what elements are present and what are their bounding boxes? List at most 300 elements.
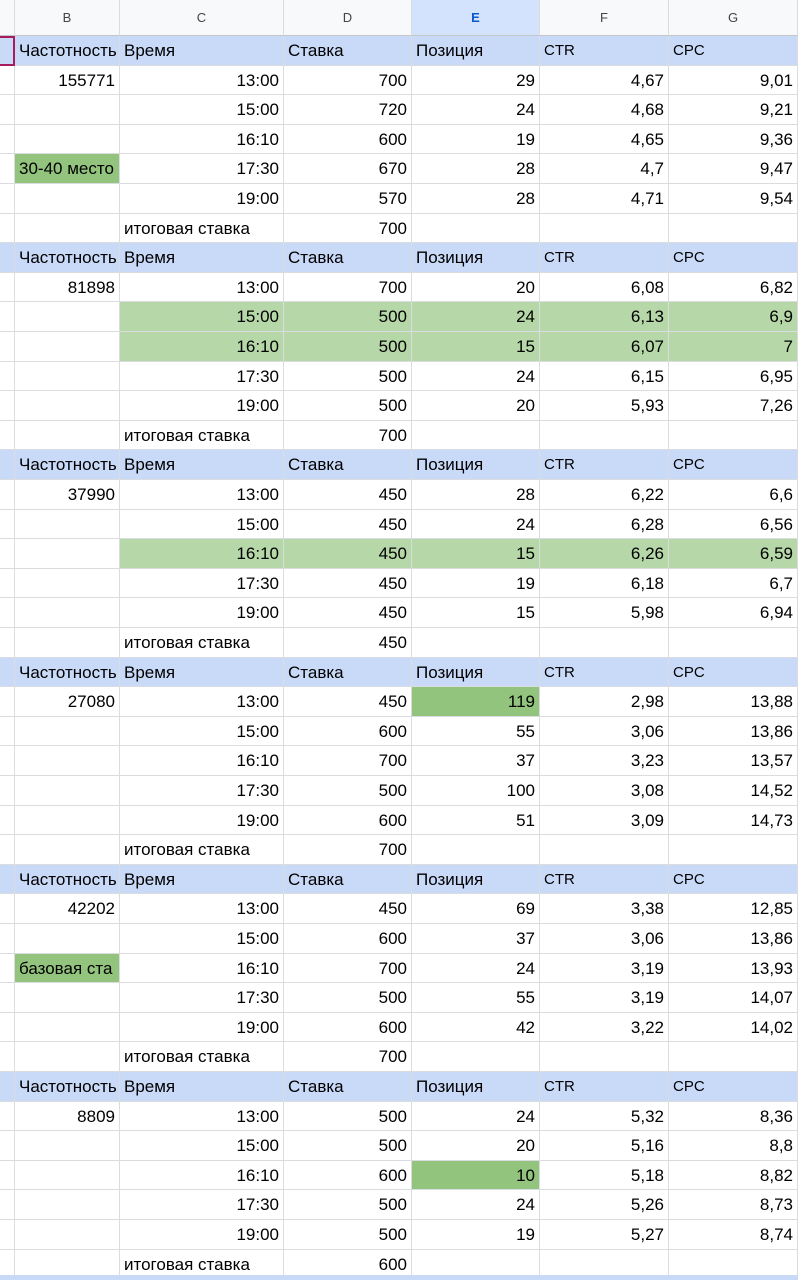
cpc-cell[interactable]: 8,82 (669, 1161, 798, 1191)
bid-cell[interactable]: 450 (284, 510, 412, 540)
bid-cell[interactable]: 670 (284, 154, 412, 184)
bid-cell[interactable]: 700 (284, 954, 412, 984)
empty-cell[interactable] (15, 983, 120, 1013)
ctr-cell[interactable]: 3,06 (540, 924, 669, 954)
total-label-cell[interactable]: итоговая ставка (120, 421, 284, 451)
bid-cell[interactable]: 720 (284, 95, 412, 125)
bid-cell[interactable]: 600 (284, 924, 412, 954)
empty-cell[interactable] (540, 1042, 669, 1072)
total-row (0, 835, 798, 865)
time-cell[interactable]: 16:10 (120, 125, 284, 155)
header-cpc-cell[interactable]: CPC (669, 658, 798, 688)
cpc-cell[interactable]: 6,95 (669, 362, 798, 392)
header-bid-cell[interactable]: Ставка (284, 865, 412, 895)
empty-cell[interactable] (15, 1013, 120, 1043)
column-a-cell[interactable] (0, 865, 15, 895)
column-a-cell[interactable] (0, 1102, 15, 1132)
header-bid-cell[interactable]: Ставка (284, 450, 412, 480)
ctr-cell[interactable]: 2,98 (540, 687, 669, 717)
empty-cell[interactable] (540, 628, 669, 658)
column-a-cell[interactable] (0, 687, 15, 717)
time-cell[interactable]: 15:00 (120, 510, 284, 540)
cpc-cell[interactable]: 12,85 (669, 894, 798, 924)
time-cell[interactable]: 19:00 (120, 184, 284, 214)
header-position-cell[interactable]: Позиция (412, 865, 540, 895)
ctr-cell[interactable]: 6,15 (540, 362, 669, 392)
position-cell[interactable]: 28 (412, 480, 540, 510)
position-cell[interactable]: 10 (412, 1161, 540, 1191)
ctr-cell[interactable]: 4,67 (540, 66, 669, 96)
column-a-cell[interactable] (0, 332, 15, 362)
column-header-f[interactable]: F (540, 0, 669, 36)
header-ctr-cell[interactable]: CTR (540, 865, 669, 895)
column-a-cell[interactable] (0, 598, 15, 628)
column-a-cell[interactable] (0, 1013, 15, 1043)
empty-cell[interactable] (15, 539, 120, 569)
bid-cell[interactable]: 500 (284, 391, 412, 421)
time-cell[interactable]: 17:30 (120, 154, 284, 184)
position-cell[interactable]: 24 (412, 302, 540, 332)
ctr-cell[interactable]: 5,18 (540, 1161, 669, 1191)
column-a-cell[interactable] (0, 835, 15, 865)
empty-cell[interactable] (540, 214, 669, 244)
bid-cell[interactable]: 450 (284, 687, 412, 717)
time-cell[interactable]: 17:30 (120, 983, 284, 1013)
cpc-cell[interactable]: 8,36 (669, 1102, 798, 1132)
ctr-cell[interactable]: 5,93 (540, 391, 669, 421)
header-ctr-cell[interactable]: CTR (540, 450, 669, 480)
cpc-cell[interactable]: 6,82 (669, 273, 798, 303)
header-cpc-cell[interactable]: CPC (669, 243, 798, 273)
position-cell[interactable]: 24 (412, 1190, 540, 1220)
header-frequency-cell[interactable]: Частотность (15, 865, 120, 895)
empty-cell[interactable] (669, 628, 798, 658)
bid-cell[interactable]: 500 (284, 362, 412, 392)
empty-cell[interactable] (15, 924, 120, 954)
time-cell[interactable]: 17:30 (120, 1190, 284, 1220)
position-cell[interactable]: 100 (412, 776, 540, 806)
time-cell[interactable]: 13:00 (120, 480, 284, 510)
frequency-cell[interactable]: 42202 (15, 894, 120, 924)
position-cell[interactable]: 28 (412, 184, 540, 214)
position-cell[interactable]: 28 (412, 154, 540, 184)
header-cpc-cell[interactable]: CPC (669, 450, 798, 480)
ctr-cell[interactable]: 5,98 (540, 598, 669, 628)
corner-cell[interactable] (0, 0, 15, 36)
position-cell[interactable]: 20 (412, 391, 540, 421)
empty-cell[interactable] (15, 806, 120, 836)
ctr-cell[interactable]: 3,22 (540, 1013, 669, 1043)
empty-cell[interactable] (15, 1190, 120, 1220)
bid-cell[interactable]: 500 (284, 1220, 412, 1250)
column-a-cell[interactable] (0, 1220, 15, 1250)
position-cell[interactable]: 15 (412, 332, 540, 362)
empty-cell[interactable] (15, 1220, 120, 1250)
empty-cell[interactable] (15, 421, 120, 451)
column-a-cell[interactable] (0, 302, 15, 332)
column-a-cell[interactable] (0, 806, 15, 836)
cpc-cell[interactable]: 14,02 (669, 1013, 798, 1043)
bid-cell[interactable]: 600 (284, 717, 412, 747)
column-a-cell[interactable] (0, 421, 15, 451)
position-cell[interactable]: 15 (412, 539, 540, 569)
frequency-cell[interactable]: 81898 (15, 273, 120, 303)
column-a-cell[interactable] (0, 184, 15, 214)
position-cell[interactable]: 20 (412, 273, 540, 303)
ctr-cell[interactable]: 6,18 (540, 569, 669, 599)
time-cell[interactable]: 15:00 (120, 1131, 284, 1161)
column-a-cell[interactable] (0, 717, 15, 747)
column-a-cell[interactable] (0, 954, 15, 984)
position-cell[interactable]: 24 (412, 510, 540, 540)
cpc-cell[interactable]: 6,56 (669, 510, 798, 540)
position-cell[interactable]: 24 (412, 1102, 540, 1132)
block-header-row (0, 1072, 798, 1102)
empty-cell[interactable] (412, 835, 540, 865)
header-ctr-cell[interactable]: CTR (540, 658, 669, 688)
header-bid-cell[interactable]: Ставка (284, 36, 412, 66)
header-position-cell[interactable]: Позиция (412, 450, 540, 480)
total-label-cell[interactable]: итоговая ставка (120, 1042, 284, 1072)
position-cell[interactable]: 55 (412, 983, 540, 1013)
empty-cell[interactable] (15, 184, 120, 214)
empty-cell[interactable] (15, 746, 120, 776)
position-cell[interactable]: 29 (412, 66, 540, 96)
time-cell[interactable]: 19:00 (120, 598, 284, 628)
total-bid-cell[interactable]: 700 (284, 214, 412, 244)
time-cell[interactable]: 16:10 (120, 539, 284, 569)
position-cell[interactable]: 15 (412, 598, 540, 628)
cpc-cell[interactable]: 9,01 (669, 66, 798, 96)
empty-cell[interactable] (540, 421, 669, 451)
time-cell[interactable]: 16:10 (120, 1161, 284, 1191)
time-cell[interactable]: 15:00 (120, 95, 284, 125)
time-cell[interactable]: 19:00 (120, 1220, 284, 1250)
ctr-cell[interactable]: 5,32 (540, 1102, 669, 1132)
header-frequency-cell[interactable]: Частотность (15, 243, 120, 273)
column-a-cell[interactable] (0, 214, 15, 244)
column-a-cell[interactable] (0, 746, 15, 776)
header-time-cell[interactable]: Время (120, 865, 284, 895)
column-a-cell[interactable] (0, 510, 15, 540)
ctr-cell[interactable]: 3,19 (540, 954, 669, 984)
empty-cell[interactable] (15, 214, 120, 244)
column-header-g[interactable]: G (669, 0, 798, 36)
time-cell[interactable]: 15:00 (120, 717, 284, 747)
position-cell[interactable]: 19 (412, 1220, 540, 1250)
frequency-cell[interactable]: 37990 (15, 480, 120, 510)
column-a-cell[interactable] (0, 539, 15, 569)
cpc-cell[interactable]: 9,36 (669, 125, 798, 155)
cpc-cell[interactable]: 13,86 (669, 924, 798, 954)
empty-cell[interactable] (15, 302, 120, 332)
column-header-d[interactable]: D (284, 0, 412, 36)
column-a-cell[interactable] (0, 36, 15, 66)
table-row (0, 954, 798, 984)
total-label-cell[interactable]: итоговая ставка (120, 628, 284, 658)
cpc-cell[interactable]: 6,9 (669, 302, 798, 332)
time-cell[interactable]: 15:00 (120, 302, 284, 332)
header-time-cell[interactable]: Время (120, 658, 284, 688)
empty-cell[interactable] (412, 1042, 540, 1072)
bid-cell[interactable]: 500 (284, 983, 412, 1013)
cpc-cell[interactable]: 9,47 (669, 154, 798, 184)
bid-cell[interactable]: 500 (284, 302, 412, 332)
ctr-cell[interactable]: 5,26 (540, 1190, 669, 1220)
ctr-cell[interactable]: 3,19 (540, 983, 669, 1013)
time-cell[interactable]: 16:10 (120, 332, 284, 362)
ctr-cell[interactable]: 6,26 (540, 539, 669, 569)
position-cell[interactable]: 24 (412, 362, 540, 392)
bid-cell[interactable]: 450 (284, 539, 412, 569)
note-cell[interactable]: 30-40 место (15, 154, 120, 184)
empty-cell[interactable] (15, 391, 120, 421)
header-frequency-cell[interactable]: Частотность (15, 1072, 120, 1102)
empty-cell[interactable] (15, 776, 120, 806)
header-bid-cell[interactable]: Ставка (284, 1072, 412, 1102)
header-ctr-cell[interactable]: CTR (540, 1072, 669, 1102)
header-frequency-cell[interactable]: Частотность (15, 36, 120, 66)
header-position-cell[interactable]: Позиция (412, 658, 540, 688)
empty-cell[interactable] (669, 421, 798, 451)
time-cell[interactable]: 13:00 (120, 894, 284, 924)
bid-cell[interactable]: 450 (284, 894, 412, 924)
header-frequency-cell[interactable]: Частотность (15, 658, 120, 688)
cpc-cell[interactable]: 8,73 (669, 1190, 798, 1220)
time-cell[interactable]: 13:00 (120, 1102, 284, 1132)
column-a-cell[interactable] (0, 154, 15, 184)
column-a-cell[interactable] (0, 924, 15, 954)
time-cell[interactable]: 13:00 (120, 687, 284, 717)
ctr-cell[interactable]: 5,16 (540, 1131, 669, 1161)
column-header-c[interactable]: C (120, 0, 284, 36)
bid-cell[interactable]: 700 (284, 273, 412, 303)
header-time-cell[interactable]: Время (120, 450, 284, 480)
empty-cell[interactable] (669, 835, 798, 865)
time-cell[interactable]: 17:30 (120, 569, 284, 599)
column-a-cell[interactable] (0, 273, 15, 303)
ctr-cell[interactable]: 3,06 (540, 717, 669, 747)
ctr-cell[interactable]: 4,65 (540, 125, 669, 155)
header-time-cell[interactable]: Время (120, 1072, 284, 1102)
bid-cell[interactable]: 450 (284, 480, 412, 510)
column-a-cell[interactable] (0, 894, 15, 924)
bid-cell[interactable]: 700 (284, 746, 412, 776)
cpc-cell[interactable]: 6,7 (669, 569, 798, 599)
time-cell[interactable]: 19:00 (120, 391, 284, 421)
empty-cell[interactable] (15, 95, 120, 125)
header-time-cell[interactable]: Время (120, 36, 284, 66)
time-cell[interactable]: 15:00 (120, 924, 284, 954)
cpc-cell[interactable]: 6,59 (669, 539, 798, 569)
ctr-cell[interactable]: 3,09 (540, 806, 669, 836)
cpc-cell[interactable]: 14,73 (669, 806, 798, 836)
header-cpc-cell[interactable]: CPC (669, 36, 798, 66)
ctr-cell[interactable]: 6,28 (540, 510, 669, 540)
position-cell[interactable]: 24 (412, 95, 540, 125)
ctr-cell[interactable]: 6,13 (540, 302, 669, 332)
bid-cell[interactable]: 450 (284, 598, 412, 628)
cpc-cell[interactable]: 9,54 (669, 184, 798, 214)
frequency-cell[interactable]: 27080 (15, 687, 120, 717)
position-cell[interactable]: 19 (412, 569, 540, 599)
column-a-cell[interactable] (0, 1161, 15, 1191)
table-row (0, 598, 798, 628)
bid-cell[interactable]: 500 (284, 1131, 412, 1161)
empty-cell[interactable] (669, 214, 798, 244)
column-a-cell[interactable] (0, 450, 15, 480)
bid-cell[interactable]: 500 (284, 776, 412, 806)
total-bid-cell[interactable]: 700 (284, 835, 412, 865)
ctr-cell[interactable]: 4,7 (540, 154, 669, 184)
bid-cell[interactable]: 700 (284, 66, 412, 96)
empty-cell[interactable] (15, 1161, 120, 1191)
column-a-cell[interactable] (0, 776, 15, 806)
column-a-cell[interactable] (0, 95, 15, 125)
bid-cell[interactable]: 600 (284, 806, 412, 836)
position-cell[interactable]: 55 (412, 717, 540, 747)
empty-cell[interactable] (15, 362, 120, 392)
bid-cell[interactable]: 500 (284, 1102, 412, 1132)
position-cell[interactable]: 119 (412, 687, 540, 717)
column-a-cell[interactable] (0, 1190, 15, 1220)
ctr-cell[interactable]: 4,71 (540, 184, 669, 214)
cpc-cell[interactable]: 13,86 (669, 717, 798, 747)
ctr-cell[interactable]: 3,38 (540, 894, 669, 924)
column-a-cell[interactable] (0, 66, 15, 96)
ctr-cell[interactable]: 3,08 (540, 776, 669, 806)
position-cell[interactable]: 37 (412, 924, 540, 954)
column-a-cell[interactable] (0, 243, 15, 273)
bid-cell[interactable]: 600 (284, 1013, 412, 1043)
column-a-cell[interactable] (0, 983, 15, 1013)
position-cell[interactable]: 51 (412, 806, 540, 836)
ctr-cell[interactable]: 6,07 (540, 332, 669, 362)
time-cell[interactable]: 13:00 (120, 273, 284, 303)
column-a-cell[interactable] (0, 1072, 15, 1102)
ctr-cell[interactable]: 5,27 (540, 1220, 669, 1250)
ctr-cell[interactable]: 4,68 (540, 95, 669, 125)
empty-cell[interactable] (15, 628, 120, 658)
total-label-cell[interactable]: итоговая ставка (120, 835, 284, 865)
header-cpc-cell[interactable]: CPC (669, 865, 798, 895)
empty-cell[interactable] (15, 569, 120, 599)
header-bid-cell[interactable]: Ставка (284, 243, 412, 273)
position-cell[interactable]: 20 (412, 1131, 540, 1161)
time-cell[interactable]: 19:00 (120, 806, 284, 836)
empty-cell[interactable] (412, 214, 540, 244)
cpc-cell[interactable]: 13,57 (669, 746, 798, 776)
cpc-cell[interactable]: 14,07 (669, 983, 798, 1013)
column-a-cell[interactable] (0, 569, 15, 599)
empty-cell[interactable] (15, 332, 120, 362)
empty-cell[interactable] (15, 717, 120, 747)
position-cell[interactable]: 37 (412, 746, 540, 776)
column-a-cell[interactable] (0, 628, 15, 658)
column-a-cell[interactable] (0, 658, 15, 688)
header-cpc-cell[interactable]: CPC (669, 1072, 798, 1102)
cpc-cell[interactable]: 7 (669, 332, 798, 362)
cpc-cell[interactable]: 14,52 (669, 776, 798, 806)
position-cell[interactable]: 24 (412, 954, 540, 984)
empty-cell[interactable] (15, 598, 120, 628)
time-cell[interactable]: 16:10 (120, 954, 284, 984)
header-time-cell[interactable]: Время (120, 243, 284, 273)
empty-cell[interactable] (540, 835, 669, 865)
total-label-cell[interactable]: итоговая ставка (120, 214, 284, 244)
bid-cell[interactable]: 600 (284, 125, 412, 155)
empty-cell[interactable] (669, 1042, 798, 1072)
empty-cell[interactable] (15, 510, 120, 540)
cpc-cell[interactable]: 7,26 (669, 391, 798, 421)
cpc-cell[interactable]: 8,74 (669, 1220, 798, 1250)
header-ctr-cell[interactable]: CTR (540, 243, 669, 273)
header-position-cell[interactable]: Позиция (412, 36, 540, 66)
bid-cell[interactable]: 450 (284, 569, 412, 599)
frequency-cell[interactable]: 155771 (15, 66, 120, 96)
column-header-e[interactable]: E (412, 0, 540, 36)
empty-cell[interactable] (15, 1042, 120, 1072)
position-cell[interactable]: 42 (412, 1013, 540, 1043)
empty-cell[interactable] (15, 835, 120, 865)
empty-cell[interactable] (412, 628, 540, 658)
header-position-cell[interactable]: Позиция (412, 1072, 540, 1102)
column-a-cell[interactable] (0, 125, 15, 155)
empty-cell[interactable] (412, 421, 540, 451)
column-a-cell[interactable] (0, 391, 15, 421)
bid-cell[interactable]: 600 (284, 1161, 412, 1191)
total-bid-cell[interactable]: 700 (284, 421, 412, 451)
cpc-cell[interactable]: 13,88 (669, 687, 798, 717)
cpc-cell[interactable]: 6,6 (669, 480, 798, 510)
header-ctr-cell[interactable]: CTR (540, 36, 669, 66)
position-cell[interactable]: 69 (412, 894, 540, 924)
time-cell[interactable]: 17:30 (120, 776, 284, 806)
time-cell[interactable]: 16:10 (120, 746, 284, 776)
bid-cell[interactable]: 500 (284, 332, 412, 362)
ctr-cell[interactable]: 6,08 (540, 273, 669, 303)
column-header-b[interactable]: B (15, 0, 120, 36)
header-bid-cell[interactable]: Ставка (284, 658, 412, 688)
ctr-cell[interactable]: 3,23 (540, 746, 669, 776)
bid-cell[interactable]: 500 (284, 1190, 412, 1220)
time-cell[interactable]: 19:00 (120, 1013, 284, 1043)
column-a-cell[interactable] (0, 1042, 15, 1072)
total-bid-cell[interactable]: 600 (284, 1250, 412, 1280)
header-position-cell[interactable]: Позиция (412, 243, 540, 273)
frequency-cell[interactable]: 8809 (15, 1102, 120, 1132)
total-label-cell[interactable]: итоговая ставка (120, 1250, 284, 1280)
cpc-cell[interactable]: 6,94 (669, 598, 798, 628)
empty-cell[interactable] (15, 125, 120, 155)
time-cell[interactable]: 13:00 (120, 66, 284, 96)
bid-cell[interactable]: 570 (284, 184, 412, 214)
cpc-cell[interactable]: 8,8 (669, 1131, 798, 1161)
position-cell[interactable]: 19 (412, 125, 540, 155)
column-a-cell[interactable] (0, 480, 15, 510)
column-a-cell[interactable] (0, 362, 15, 392)
ctr-cell[interactable]: 6,22 (540, 480, 669, 510)
total-bid-cell[interactable]: 450 (284, 628, 412, 658)
header-frequency-cell[interactable]: Частотность (15, 450, 120, 480)
column-a-cell[interactable] (0, 1131, 15, 1161)
empty-cell[interactable] (15, 1131, 120, 1161)
cpc-cell[interactable]: 9,21 (669, 95, 798, 125)
time-cell[interactable]: 17:30 (120, 362, 284, 392)
total-bid-cell[interactable]: 700 (284, 1042, 412, 1072)
cpc-cell[interactable]: 13,93 (669, 954, 798, 984)
note-cell[interactable]: базовая ста (15, 954, 120, 984)
